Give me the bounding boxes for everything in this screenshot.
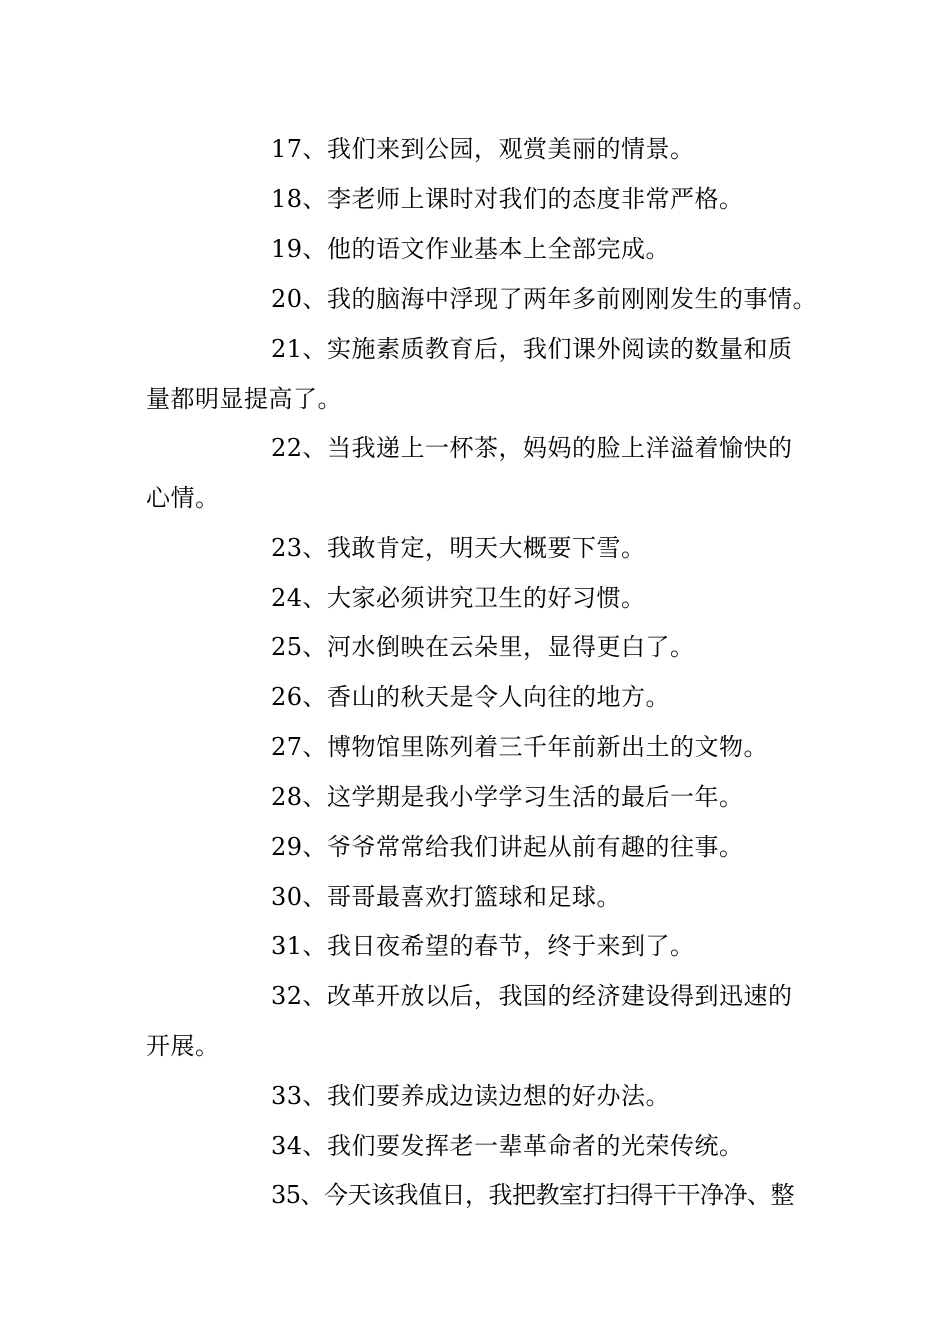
sentence-17: 17、我们来到公园，观赏美丽的情景。 — [271, 135, 695, 163]
sentence-27: 27、博物馆里陈列着三千年前新出土的文物。 — [271, 733, 769, 761]
sentence-32-continuation: 开展。 — [146, 1032, 220, 1060]
sentence-21-continuation: 量都明显提高了。 — [146, 385, 342, 413]
sentence-33: 33、我们要养成边读边想的好办法。 — [271, 1082, 671, 1110]
sentence-35: 35、今天该我值日，我把教室打扫得干干净净、整 — [271, 1181, 795, 1209]
sentence-28: 28、这学期是我小学学习生活的最后一年。 — [271, 783, 744, 811]
sentence-21: 21、实施素质教育后，我们课外阅读的数量和质 — [271, 335, 793, 363]
sentence-23: 23、我敢肯定，明天大概要下雪。 — [271, 534, 646, 562]
sentence-30: 30、哥哥最喜欢打篮球和足球。 — [271, 883, 622, 911]
sentence-26: 26、香山的秋天是令人向往的地方。 — [271, 683, 671, 711]
sentence-25: 25、河水倒映在云朵里，显得更白了。 — [271, 633, 695, 661]
sentence-34: 34、我们要发挥老一辈革命者的光荣传统。 — [271, 1132, 744, 1160]
sentence-22-continuation: 心情。 — [146, 484, 220, 512]
sentence-29: 29、爷爷常常给我们讲起从前有趣的往事。 — [271, 833, 744, 861]
sentence-24: 24、大家必须讲究卫生的好习惯。 — [271, 584, 646, 612]
sentence-18: 18、李老师上课时对我们的态度非常严格。 — [271, 185, 744, 213]
sentence-19: 19、他的语文作业基本上全部完成。 — [271, 235, 671, 263]
sentence-31: 31、我日夜希望的春节，终于来到了。 — [271, 932, 695, 960]
sentence-20: 20、我的脑海中浮现了两年多前刚刚发生的事情。 — [271, 285, 818, 313]
sentence-22: 22、当我递上一杯茶，妈妈的脸上洋溢着愉快的 — [271, 434, 793, 462]
sentence-32: 32、改革开放以后，我国的经济建设得到迅速的 — [271, 982, 793, 1010]
